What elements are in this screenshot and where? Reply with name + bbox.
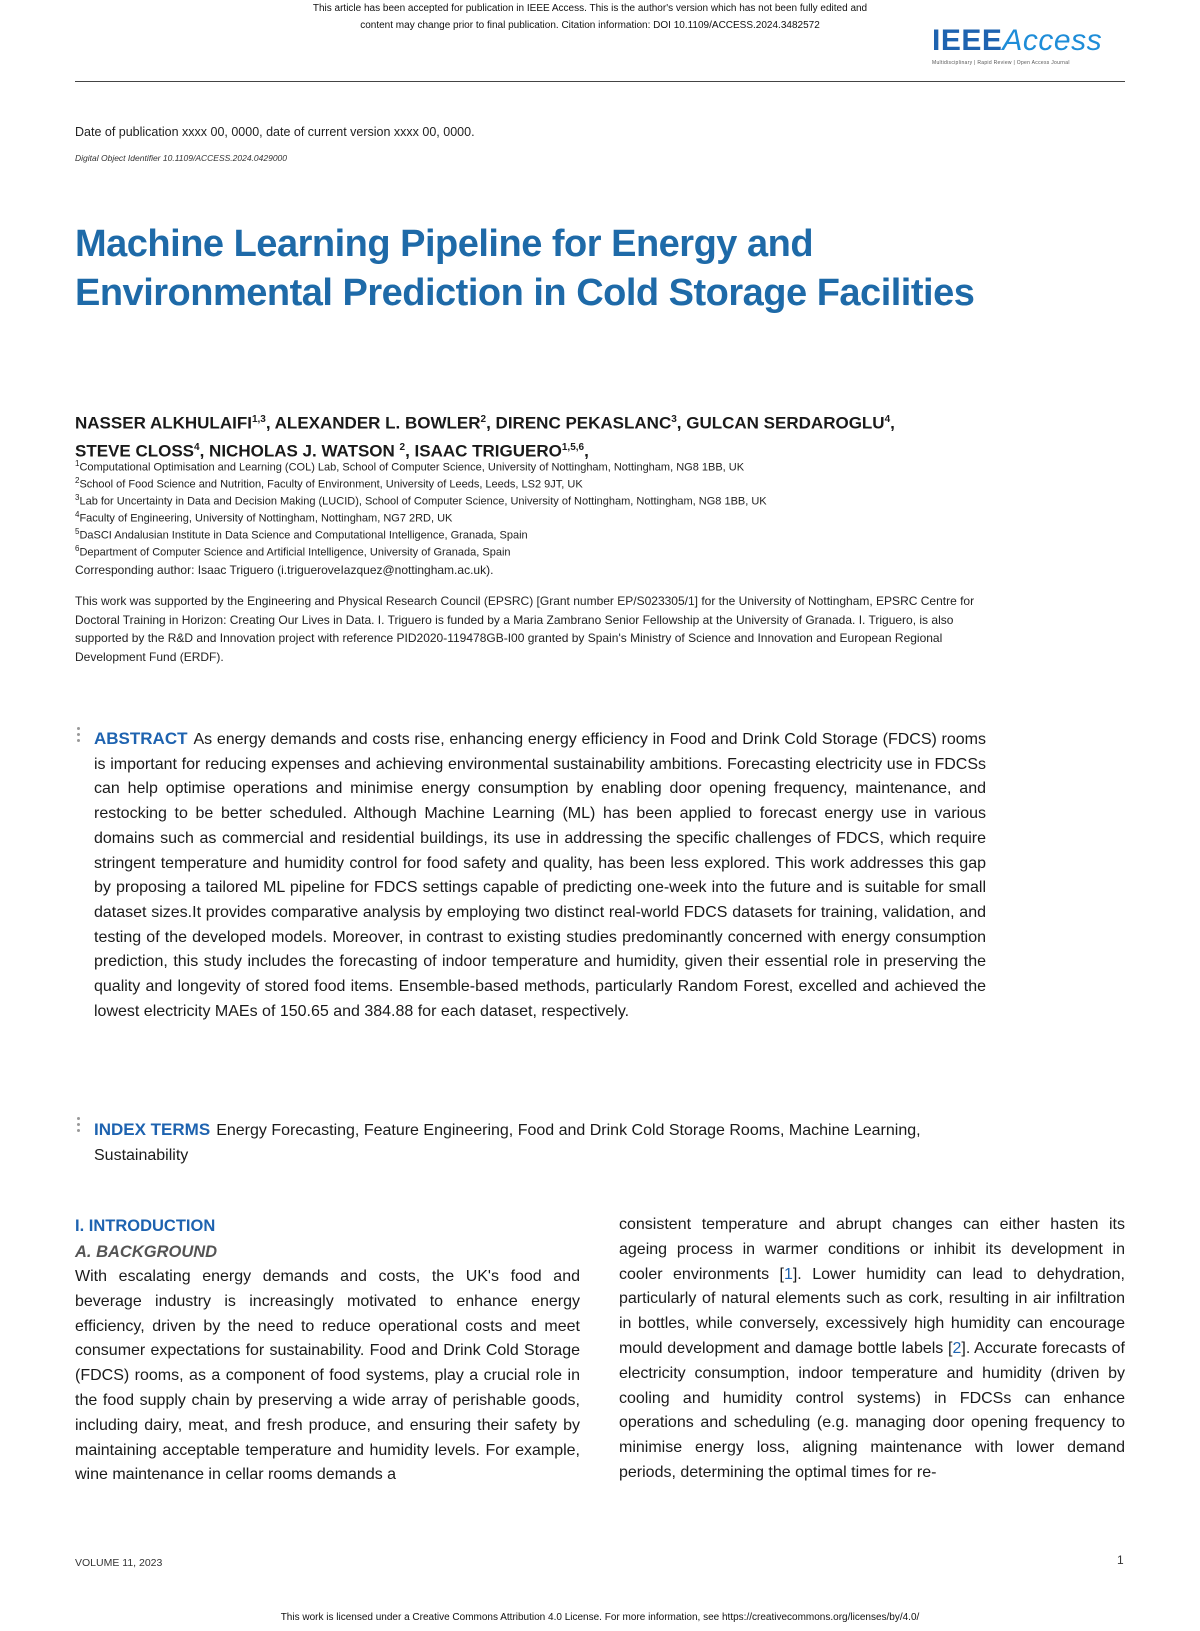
author-name: NASSER ALKHULAIFI [75,413,252,433]
section-heading: I. INTRODUCTION [75,1217,216,1235]
affiliation-number: 6 [75,544,80,553]
body-paragraph: With escalating energy demands and costs, the UK's food and beverage industry is increasingly motivated to enhance energy efficiency, driven by the need to reduce operational costs and meet consumer expectations for sustainability. Food and Drink Cold Storage (FDCS) rooms, as a component of food systems, play a crucial role in the food supply chain by preserving a wide array of perishable goods, including dairy, meat, and fresh produce, and ensuring their safety by maintaining acceptable temperature and humidity levels. For example, wine maintenance in cellar rooms demands a [75,1268,580,1484]
affiliation-number: 2 [75,476,80,485]
author-affil-sup: 4 [884,414,891,425]
affiliation-number: 4 [75,510,80,519]
index-terms-heading: INDEX TERMS [94,1120,211,1139]
author-affil-sup: 3 [671,414,677,425]
author-affil-sup: 2 [399,441,406,453]
logo-tagline: Multidisciplinary | Rapid Review | Open Access Journal [932,60,1070,66]
author-affil-sup: 4 [194,441,200,453]
logo-access: Access [1002,24,1103,57]
body-paragraph [619,1213,1125,1486]
body-text-run: ]. Accurate forecasts of electricity consumption, indoor temperature and humidity (driven by cooling and humidity control systems) in FDCSs can enhance operations and scheduling (e.g. managing door opening frequency to minimise energy loss, aligning maintenance with lower demand periods, determining the optimal times for re- [619,1339,1125,1481]
affiliation-text: School of Food Science and Nutrition, Faculty of Environment, University of Leeds, Leeds, LS2 9JT, UK [79,478,583,491]
author-list-end: , [584,441,589,461]
abstract-text: As energy demands and costs rise, enhancing energy efficiency in Food and Drink Cold Storage (FDCS) rooms is important for reducing expenses and achieving environmental sustainability ambitions. Forecasting electricity use in FDCSs can help optimise operations and minimise energy consumption by enabling door opening frequency, maintenance, and restocking to be better scheduled. Although Machine Learning (ML) has been applied to forecast energy use in various domains such as commercial and residential buildings, its use in addressing the specific challenges of FDCS, which require stringent temperature and humidity control for food safety and quality, has been less explored. This work addresses this gap by proposing a tailored ML pipeline for FDCS settings capable of predicting one-week into the future and is suitable for small dataset sizes.It provides comparative analysis by employing two distinct real-world FDCS datasets for training, validation, and testing of the developed models. Moreover, in contrast to existing studies predominantly concerned with energy consumption prediction, this study includes the forecasting of indoor temperature and humidity, given their essential role in preserving the quality and longevity of stored food items. Ensemble-based methods, particularly Random Forest, excelled and achieved the lowest electricity MAEs of 150.65 and 384.88 for each dataset, respectively. [94,731,986,1020]
affiliation-text: Department of Computer Science and Artificial Intelligence, University of Granada, Spain [79,546,511,559]
author-affil-sup: 1,3 [251,414,266,425]
doi-line: Digital Object Identifier 10.1109/ACCESS.2024.0429000 [75,153,288,163]
column-left [75,1213,580,1488]
abstract-heading: ABSTRACT [94,729,188,748]
citation-link[interactable]: 1 [783,1265,793,1283]
index-terms [94,1117,984,1168]
body-text-run: ]. Lower humidity can lead to dehydration, particularly of natural elements such as cork, resulting in air infiltration in bottles, while conversely, excessively high humidity can encourage mould development and damage bottle labels [ [619,1265,1125,1357]
author-affil-sup: 1,5,6 [561,441,585,453]
logo-ieee: IEEE [932,24,1003,57]
acceptance-notice [270,0,910,34]
affiliation-number: 3 [75,493,80,502]
column-right [619,1213,1125,1486]
notice-line-2: content may change prior to final publication. Citation information: DOI 10.1109/ACCESS.2024.3482572 [360,20,820,31]
subsection-heading: A. BACKGROUND [75,1243,218,1261]
header-rule [75,81,1125,82]
license-notice: This work is licensed under a Creative Commons Attribution 4.0 License. For more information, see https://creativecommons.org/licenses/by/4.0/ [280,1612,920,1623]
author-name: , ISAAC TRIGUERO [405,441,562,461]
affiliation-text: DaSCI Andalusian Institute in Data Science and Computational Intelligence, Granada, Spain [79,529,528,542]
affiliation-text: Lab for Uncertainty in Data and Decision Making (LUCID), School of Computer Science, University of Nottingham, Nottingham, NG8 1BB, UK [79,495,767,508]
affiliation-text: Computational Optimisation and Learning (COL) Lab, School of Computer Science, University of Nottingham, Nottingham, NG8 1BB, UK [79,461,745,474]
paper-title: Machine Learning Pipeline for Energy and Environmental Prediction in Cold Storage Facilities [75,223,975,314]
author-name: , DIRENC PEKASLANC [486,413,672,433]
abstract-marker-icon [77,727,83,745]
abstract [94,727,986,1024]
author-name: , GULCAN SERDAROGLU [676,413,885,433]
ieee-access-logo [932,24,1102,66]
author-name: , ALEXANDER L. BOWLER [265,413,481,433]
author-name: , STEVE CLOSS [75,413,895,461]
corresponding-author: Corresponding author: Isaac Triguero (i.trigueroveIazquez@nottingham.ac.uk). [75,563,494,577]
funding-statement: This work was supported by the Engineering and Physical Research Council (EPSRC) [Grant number EP/S023305/1] for the University of Nottingham, EPSRC Centre for Doctoral Training in Horizon: Creating Our Lives in Data. I. Triguero is funded by a Maria Zambrano Senior Fellowship at the University of Granada. I. Triguero, is also supported by the R&D and Innovation project with reference PID2020-119478GB-I00 granted by Spain's Ministry of Science and Innovation and European Regional Development Fund (ERDF). [75,594,975,664]
publication-date: Date of publication xxxx 00, 0000, date of current version xxxx 00, 0000. [75,125,475,139]
citation-link[interactable]: 2 [952,1339,962,1357]
volume-label: VOLUME 11, 2023 [75,1557,163,1569]
affiliation-number: 1 [75,459,80,468]
notice-line-1: This article has been accepted for publication in IEEE Access. This is the author's version which has not been fully edited and [312,3,868,14]
author-affil-sup: 2 [480,414,487,425]
index-terms-text: Energy Forecasting, Feature Engineering, Food and Drink Cold Storage Rooms, Machine Learning, Sustainability [94,1122,921,1164]
author-name: , NICHOLAS J. WATSON [199,441,400,461]
body-text-run: consistent temperature and abrupt changes can either hasten its ageing process in warmer conditions or inhibit its development in cooler environments [ [619,1216,1125,1283]
affiliation [75,540,955,562]
affiliation-number: 5 [75,527,80,536]
affiliation-text: Faculty of Engineering, University of Nottingham, Nottingham, NG7 2RD, UK [79,512,453,525]
index-terms-marker-icon [77,1117,83,1135]
page-number: 1 [1117,1553,1124,1567]
